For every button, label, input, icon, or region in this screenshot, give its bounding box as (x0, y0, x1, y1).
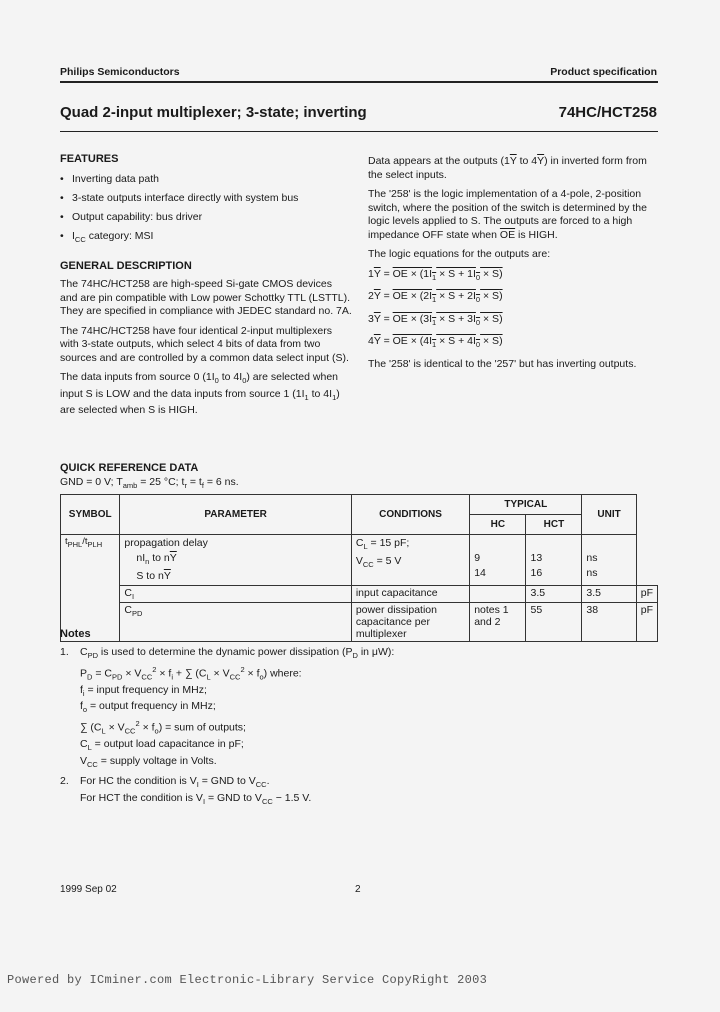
equation-4: $4\overline{Y}$ = OE × $(4I_1 \times S + 4I_0 \times S)$ (368, 335, 503, 350)
doc-title: Quad 2-input multiplexer; 3-state; inverting (60, 104, 367, 121)
right-p3: The logic equations for the outputs are: (368, 248, 551, 260)
prop-hc: 9 14 (470, 535, 526, 586)
cpd-param: power dissipation capacitance per multiplexer (351, 603, 469, 642)
doc-type: Product specification (550, 66, 657, 78)
equation-3: $3\overline{Y}$ = OE × $(3I_1 \times S + 3I_0 \times S)$ (368, 312, 503, 327)
table-row (61, 535, 658, 586)
equation-1: $1\overline{Y}$ = OE × $(1I_1 \times S + 1I_0 \times S)$ (368, 267, 503, 282)
copyright-banner: Powered by ICminer.com Electronic-Library Service CopyRight 2003 (7, 973, 488, 987)
ci-hct: 3.5 (582, 586, 636, 603)
feature-item: • Inverting data path (60, 173, 352, 186)
feature-item: • Output capability: bus driver (60, 211, 352, 224)
general-description (60, 278, 352, 418)
symbol-cpd: $C_{PD}$ (120, 603, 351, 642)
cpd-hc: 55 (526, 603, 582, 642)
right-p4: The '258' is identical to the '257' but has inverting outputs. (368, 357, 637, 370)
header-hct: HCT (526, 515, 582, 535)
left-column (60, 153, 352, 424)
general-heading: GENERAL DESCRIPTION (60, 260, 192, 273)
right-column (368, 155, 660, 377)
footer-page: 2 (355, 884, 361, 895)
header-rule (60, 81, 658, 83)
prop-param: propagation delay $nI_n$ to $n\overline{Y}$ S to $n\overline{Y}$ (120, 535, 351, 586)
header-conditions: CONDITIONS (351, 495, 469, 535)
notes-body (60, 646, 658, 808)
prop-hct: 13 16 (526, 535, 582, 586)
right-p2: The '258' is the logic implementation of a 4-pole, 2-position switch, where the position of the switch is determined by the logic levels applied to S. The outputs are forced to a high impedance OFF state when $\overline{OE}$ is HIGH. (368, 188, 647, 241)
prop-cond: $C_L = 15$ pF; $V_{CC} = 5$ V (351, 535, 469, 586)
ci-unit: pF (636, 586, 657, 603)
header-unit: UNIT (582, 495, 636, 535)
note-2: For HC the condition is $V_I$ = GND to $V_{CC}$. For HCT the condition is $V_I$ = GND to $V_{CC} - 1.5$ V. (80, 775, 312, 806)
qrd-conditions: GND = 0 V; $T_{amb} = 25$ °C; $t_r = t_f = 6$ ns. (60, 476, 239, 491)
cpd-hct: 38 (582, 603, 636, 642)
ci-param: input capacitance (351, 586, 469, 603)
feature-item: • $I_{CC}$ category: MSI (60, 230, 352, 246)
features-heading: FEATURES (60, 153, 119, 165)
general-p1: The 74HC/HCT258 are high-speed Si-gate CMOS devices and are pin compatible with Low power Schottky TTL (LSTTL). They are specified in compliance with JEDEC standard no. 7A. (60, 278, 352, 318)
prop-unit: ns ns (582, 535, 636, 586)
feature-item: • 3-state outputs interface directly with system bus (60, 192, 352, 205)
symbol-ci: $C_I$ (120, 586, 351, 603)
table-row (61, 603, 658, 642)
header-hc: HC (470, 515, 526, 535)
note-2-number: 2. (60, 775, 69, 788)
ci-cond (470, 586, 526, 603)
title-rule (60, 131, 658, 132)
notes-heading: Notes (60, 628, 91, 640)
note-1-number: 1. (60, 646, 69, 658)
note-1: $C_{PD}$ is used to determine the dynamic power dissipation ($P_D$ in μW): $P_D = C_{PD} \times V_{CC}^2 \times f_i$ + ∑ $(C_L \times V_{CC}^2 \times f_o)$ where: $f_i$ = input frequency in MHz; $f_o$ = output frequency in MHz; ∑ $(C_L \times V_{CC}^2 \times f_o)$ = sum of outputs; $C_L$ = output load capacitance in pF; $V_{CC}$ = supply voltage in Volts. (80, 646, 395, 769)
footer-date: 1999 Sep 02 (60, 884, 117, 895)
table-row (61, 586, 658, 603)
features-list (60, 173, 352, 246)
ci-hc: 3.5 (526, 586, 582, 603)
general-p3: The data inputs from source 0 ($1I_0$ to $4I_0$) are selected when input S is LOW and the data inputs from source 1 ($1I_1$ to $4I_1$) are selected when S is HIGH. (60, 371, 340, 417)
header-parameter: PARAMETER (120, 495, 351, 535)
qrd-heading: QUICK REFERENCE DATA (60, 462, 199, 474)
right-p1: Data appears at the outputs ($1\overline{Y}$ to $4\overline{Y}$) in inverted form from the select inputs. (368, 155, 647, 181)
cpd-cond: notes 1 and 2 (470, 603, 526, 642)
header-symbol: SYMBOL (61, 495, 120, 535)
part-number: 74HC/HCT258 (558, 104, 657, 121)
general-p2: The 74HC/HCT258 have four identical 2-input multiplexers with 3-state outputs, which select 4 bits of data from two sources and are controlled by a common data select input (S). (60, 324, 349, 364)
quick-reference-table (60, 494, 658, 642)
company-name: Philips Semiconductors (60, 66, 180, 78)
symbol-tphl: $t_{PHL}/t_{PLH}$ (61, 535, 120, 642)
cpd-unit: pF (636, 603, 657, 642)
equation-2: $2\overline{Y}$ = OE × $(2I_1 \times S + 2I_0 \times S)$ (368, 290, 503, 305)
header-typical: TYPICAL (470, 495, 582, 515)
